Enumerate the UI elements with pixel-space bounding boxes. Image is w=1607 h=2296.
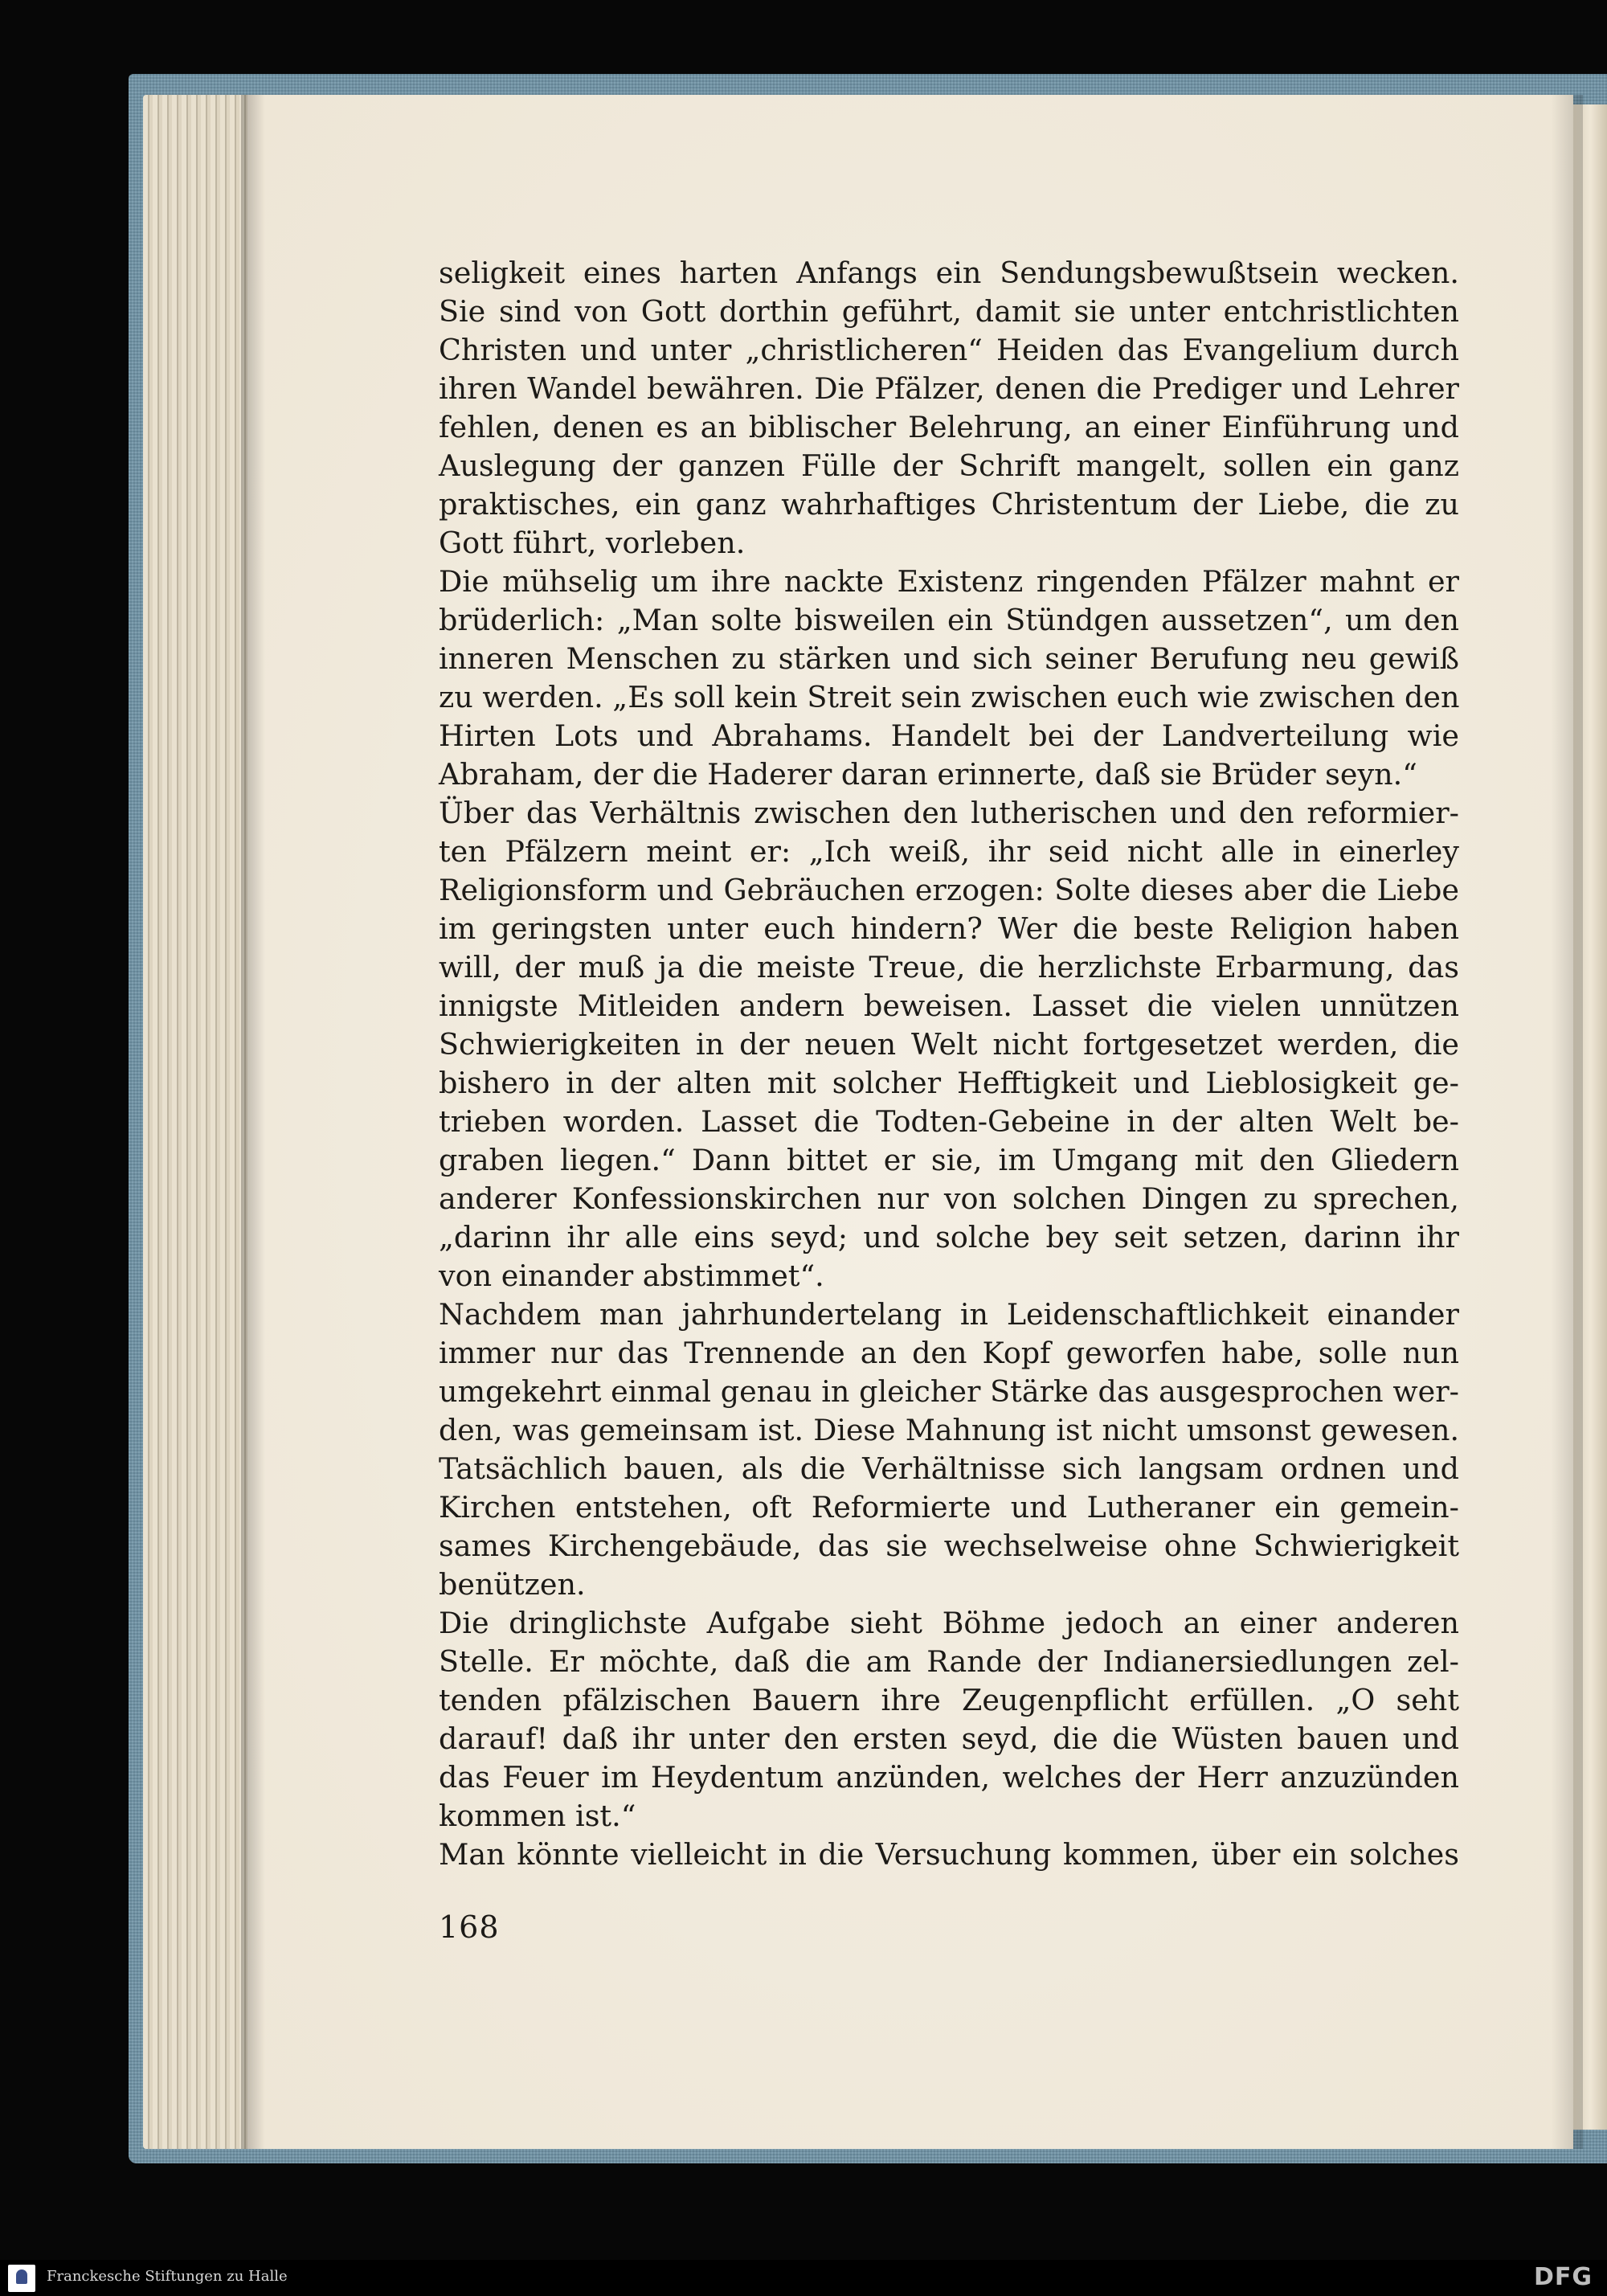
text-line: den, was gemeinsam ist. Diese Mahnung ist nicht umsonst gewesen.: [439, 1413, 1459, 1447]
gutter-shadow: [241, 95, 265, 2149]
page-number: 168: [439, 1909, 500, 1945]
text-line: praktisches, ein ganz wahrhaftiges Christentum der Liebe, die zu: [439, 487, 1459, 522]
text-line: zu werden. „Es soll kein Streit sein zwischen euch wie zwischen den: [439, 680, 1460, 714]
text-line: tenden pfälzischen Bauern ihre Zeugenpflicht erfüllen. „O seht: [439, 1683, 1459, 1717]
text-line: fehlen, denen es an biblischer Belehrung, an einer Einführung und: [439, 410, 1459, 444]
text-line: bishero in der alten mit solcher Hefftigkeit und Lieblosigkeit ge-: [439, 1066, 1459, 1100]
text-line: Hirten Lots und Abrahams. Handelt bei der Landverteilung wie: [439, 718, 1459, 753]
text-line: ten Pfälzern meint er: „Ich weiß, ihr seid nicht alle in einerley: [439, 834, 1459, 869]
text-line: kommen ist.“: [439, 1799, 636, 1833]
text-line: trieben worden. Lasset die Todten-Gebeine in der alten Welt be-: [439, 1104, 1459, 1139]
text-line: will, der muß ja die meiste Treue, die herzlichste Erbarmung, das: [439, 950, 1459, 984]
text-line: Stelle. Er möchte, daß die am Rande der Indianersiedlungen zel-: [439, 1644, 1459, 1679]
text-line: immer nur das Trennende an den Kopf geworfen habe, solle nun: [439, 1336, 1459, 1370]
institution-logo-icon: [8, 2265, 35, 2292]
text-line: Man könnte vielleicht in die Versuchung kommen, über ein solches: [439, 1837, 1459, 1872]
page-edge-shadow: [1551, 95, 1583, 2149]
body-text: [439, 254, 1459, 1874]
text-line: Christen und unter „christlicheren“ Heiden das Evangelium durch: [439, 333, 1459, 367]
text-line: Die mühselig um ihre nackte Existenz ringenden Pfälzer mahnt er: [439, 564, 1459, 599]
text-line: Gott führt, vorleben.: [439, 526, 746, 560]
text-line: umgekehrt einmal genau in gleicher Stärke das ausgesprochen wer-: [439, 1374, 1459, 1409]
text-line: von einander abstimmet“.: [439, 1259, 824, 1293]
text-line: inneren Menschen zu stärken und sich seiner Berufung neu gewiß: [439, 641, 1459, 676]
text-line: Nachdem man jahrhundertelang in Leidenschaftlichkeit einander: [439, 1297, 1459, 1332]
text-line: darauf! daß ihr unter den ersten seyd, die die Wüsten bauen und: [439, 1721, 1459, 1756]
text-line: benützen.: [439, 1567, 586, 1602]
text-line: Die dringlichste Aufgabe sieht Böhme jedoch an einer anderen: [439, 1606, 1459, 1640]
text-line: Kirchen entstehen, oft Reformierte und Lutheraner ein gemein-: [439, 1490, 1459, 1525]
text-line: „darinn ihr alle eins seyd; und solche bey seit setzen, darinn ihr: [439, 1220, 1459, 1254]
text-line: Abraham, der die Haderer daran erinnerte, daß sie Brüder seyn.“: [439, 757, 1417, 792]
text-line: Schwierigkeiten in der neuen Welt nicht fortgesetzet werden, die: [439, 1027, 1459, 1062]
text-line: innigste Mitleiden andern beweisen. Lasset die vielen unnützen: [439, 988, 1459, 1023]
text-line: Auslegung der ganzen Fülle der Schrift mangelt, sollen ein ganz: [439, 448, 1459, 483]
text-line: brüderlich: „Man solte bisweilen ein Stündgen aussetzen“, um den: [439, 603, 1459, 637]
text-line: Sie sind von Gott dorthin geführt, damit sie unter entchristlichten: [439, 294, 1459, 329]
text-line: Religionsform und Gebräuchen erzogen: Solte dieses aber die Liebe: [439, 873, 1459, 907]
text-line: Über das Verhältnis zwischen den lutherischen und den reformier-: [439, 796, 1459, 830]
text-line: das Feuer im Heydentum anzünden, welches der Herr anzuzünden: [439, 1760, 1459, 1795]
page-edges: [143, 95, 256, 2149]
text-line: ihren Wandel bewähren. Die Pfälzer, denen die Prediger und Lehrer: [439, 371, 1459, 406]
text-line: im geringsten unter euch hindern? Wer die beste Religion haben: [439, 911, 1459, 946]
text-line: seligkeit eines harten Anfangs ein Sendungsbewußtsein wecken.: [439, 256, 1459, 290]
text-line: Tatsächlich bauen, als die Verhältnisse sich langsam ordnen und: [439, 1451, 1459, 1486]
text-line: sames Kirchengebäude, das sie wechselweise ohne Schwierigkeit: [439, 1529, 1459, 1563]
dfg-logo: DFG: [1533, 2263, 1593, 2291]
text-line: anderer Konfessionskirchen nur von solchen Dingen zu sprechen,: [439, 1181, 1459, 1216]
institution-label: Franckesche Stiftungen zu Halle: [47, 2268, 288, 2285]
text-line: graben liegen.“ Dann bittet er sie, im Umgang mit den Gliedern: [439, 1143, 1459, 1177]
